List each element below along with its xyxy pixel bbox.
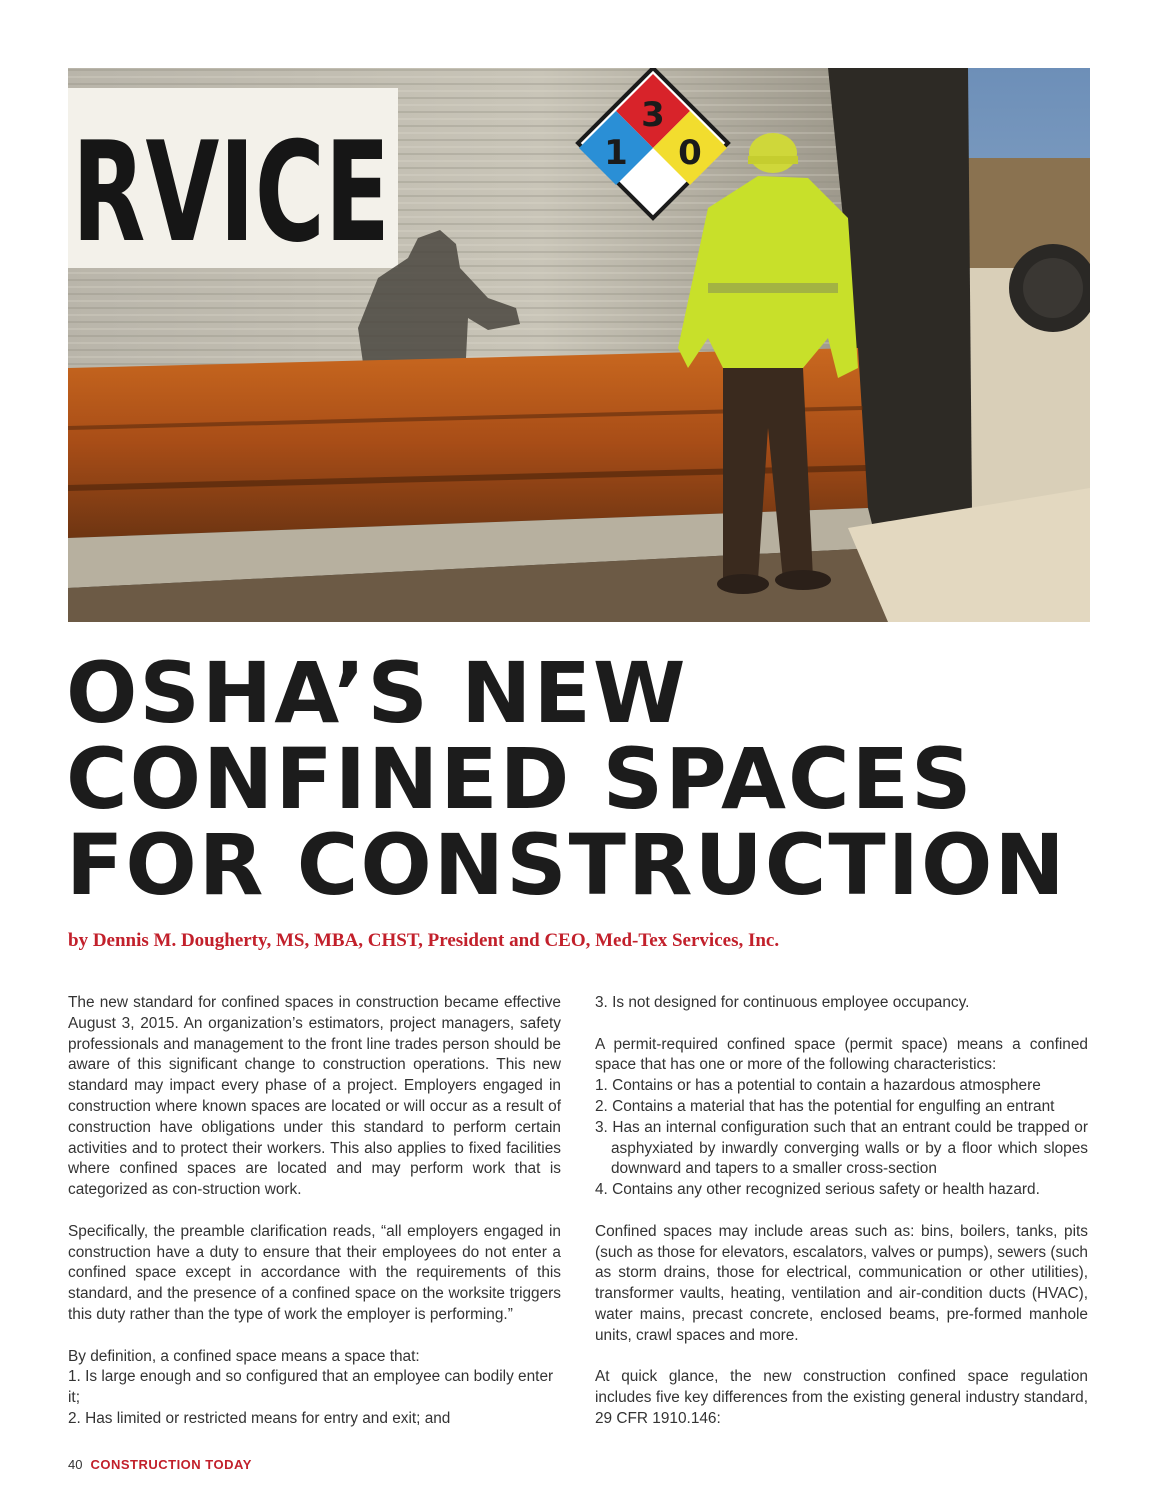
permit-item-1: 1. Contains or has a potential to contain a hazardous atmosphere	[595, 1077, 1041, 1095]
definition-item-1: 1. Is large enough and so configured that an employee can bodily enter it;	[68, 1368, 554, 1407]
article-headline	[66, 644, 1106, 914]
page-footer	[68, 1457, 252, 1472]
paragraph-examples: Confined spaces may include areas such as: bins, boilers, tanks, pits (such as those for elevators, escalators, valves or pumps), sewers (such as storm drains, those for electrical, communication or other utilities), transformer vaults, heating, ventilation and air-condition ducts (HVAC), water mains, precast concrete, enclosed beams, pre-formed manhole units, crawl spaces and more.	[595, 1222, 1088, 1344]
permit-item-4: 4. Contains any other recognized serious safety or health hazard.	[595, 1181, 1040, 1199]
hero-photo	[68, 68, 1090, 622]
paragraph-definition	[68, 1347, 561, 1430]
paragraph-preamble: Specifically, the preamble clarification reads, “all employers engaged in construction have a duty to ensure that their employees do not enter a confined space except in accordance with the requirements of this standard, and the presence of a confined space on the worksite triggers this duty rather than the type of work the employer is performing.”	[68, 1222, 561, 1323]
permit-item-3: 3. Has an internal configuration such that an entrant could be trapped or asphyxiated by inwardly converging walls or by a floor which slopes downward and tapers to a smaller cross-section	[595, 1118, 1088, 1178]
sign-text: RVICE	[72, 112, 390, 273]
paragraph-permit-space	[595, 1035, 1088, 1201]
flammability-rating: 3	[641, 95, 665, 135]
instability-rating: 0	[678, 133, 702, 173]
page-number: 40	[68, 1457, 83, 1472]
permit-space-intro: A permit-required confined space (permit space) means a confined space that has one or more of the following characteristics:	[595, 1035, 1088, 1074]
right-column	[595, 993, 1088, 1451]
headline-line-3: FOR CONSTRUCTION	[66, 816, 1067, 914]
permit-item-2: 2. Contains a material that has the potential for engulfing an entrant	[595, 1097, 1055, 1115]
headline-line-2: CONFINED SPACES	[66, 730, 974, 828]
author-byline: by Dennis M. Dougherty, MS, MBA, CHST, President and CEO, Med-Tex Services, Inc.	[68, 930, 780, 951]
construction-site-illustration	[68, 68, 1090, 622]
paragraph-differences: At quick glance, the new construction confined space regulation includes five key differences from the existing general industry standard, 29 CFR 1910.146:	[595, 1368, 1088, 1427]
headline-line-1: OSHA’S NEW	[66, 644, 688, 742]
publication-name: CONSTRUCTION TODAY	[90, 1457, 252, 1472]
definition-item-3: 3. Is not designed for continuous employee occupancy.	[595, 994, 970, 1011]
health-rating: 1	[604, 133, 628, 173]
left-column	[68, 993, 561, 1451]
paragraph-intro: The new standard for confined spaces in construction became effective August 3, 2015. An organization’s estimators, project managers, safety professionals and management to the front line trades person should be aware of this significant change to construction operations. This new standard may impact every phase of a project. Employers engaged in construction where known spaces are located or will occur as a result of construction have obligations under this standard to perform certain activities and to protect their workers. This also applies to fixed facilities where confined spaces are located and may perform work that is categorized as con-struction work.	[68, 994, 561, 1199]
definition-item-2: 2. Has limited or restricted means for entry and exit; and	[68, 1409, 451, 1427]
definition-intro: By definition, a confined space means a space that:	[68, 1347, 420, 1365]
